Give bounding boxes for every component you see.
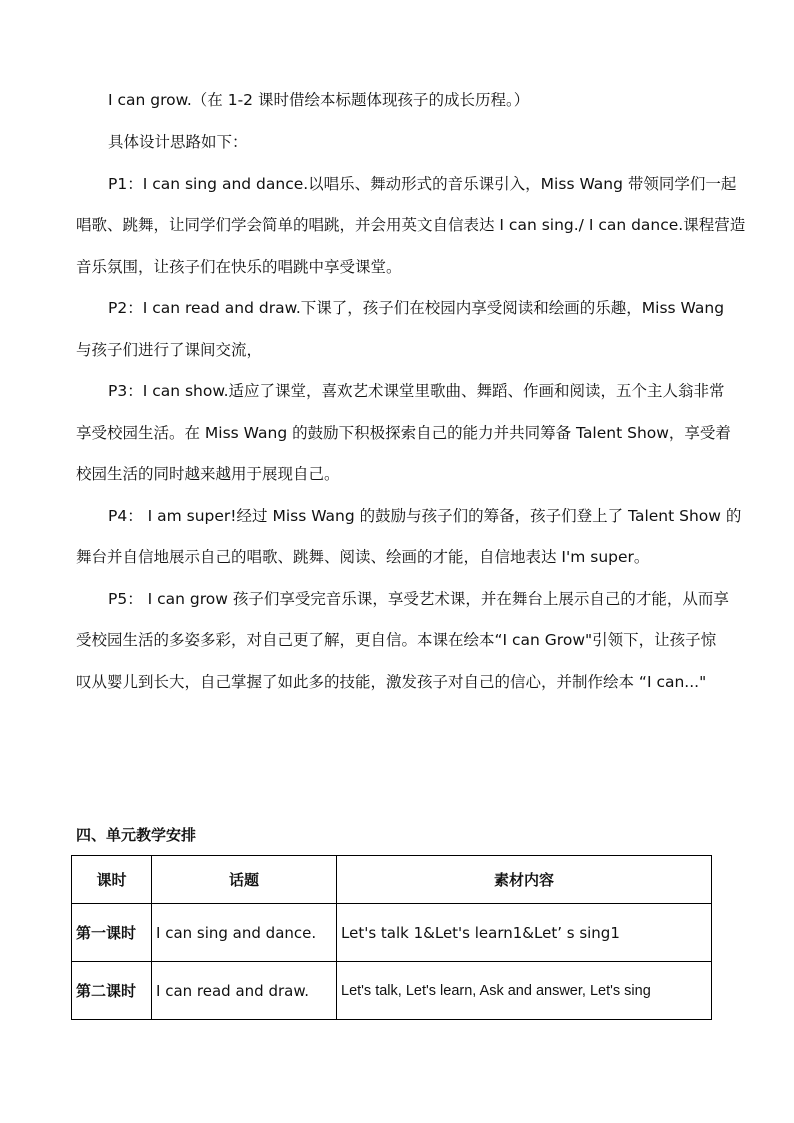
row-material: Let's talk, Let's learn, Ask and answer, Let's sing (337, 962, 712, 1020)
row-topic: I can read and draw. (152, 962, 337, 1020)
intro-title-line: I can grow.（在 1-2 课时借绘本标题体现孩子的成长历程。） (108, 91, 530, 109)
header-period: 课时 (72, 856, 152, 904)
row-period: 第一课时 (72, 904, 152, 962)
row-period: 第二课时 (72, 962, 152, 1020)
table-row (72, 904, 712, 962)
p2-line-2: 与孩子们进行了课间交流， (76, 341, 263, 359)
p3-line-1: P3：I can show.适应了课堂，喜欢艺术课堂里歌曲、舞蹈、作画和阅读，五个主人翁非常 (108, 382, 725, 400)
table-header-row (72, 856, 712, 904)
p2-line-1: P2：I can read and draw.下课了，孩子们在校园内享受阅读和绘画的乐趣，Miss Wang (108, 299, 725, 317)
p3-line-2: 享受校园生活。在 Miss Wang 的鼓励下积极探索自己的能力并共同筹备 Talent Show，享受着 (76, 424, 731, 442)
design-intro-line: 具体设计思路如下： (108, 133, 248, 151)
p4-line-2: 舞台并自信地展示自己的唱歌、跳舞、阅读、绘画的才能，自信地表达 I'm super。 (76, 548, 650, 566)
row-material: Let's talk 1&Let's learn1&Let’ s sing1 (337, 904, 712, 962)
p1-line-3: 音乐氛围，让孩子们在快乐的唱跳中享受课堂。 (76, 258, 402, 276)
p1-line-1: P1：I can sing and dance.以唱乐、舞动形式的音乐课引入，Miss Wang 带领同学们一起 (108, 175, 737, 193)
section-heading: 四、单元教学安排 (76, 826, 197, 844)
p5-line-1: P5： I can grow 孩子们享受完音乐课，享受艺术课，并在舞台上展示自己的才能，从而享 (108, 590, 729, 608)
table-row (72, 962, 712, 1020)
p3-line-3: 校园生活的同时越来越用于展现自己。 (76, 465, 340, 483)
p1-line-2: 唱歌、跳舞，让同学们学会简单的唱跳，并会用英文自信表达 I can sing./ I can dance.课程营造 (76, 216, 746, 234)
p5-line-3: 叹从婴儿到长大，自己掌握了如此多的技能，激发孩子对自己的信心，并制作绘本 “I can..." (76, 673, 707, 691)
header-topic: 话题 (152, 856, 337, 904)
p5-line-2: 受校园生活的多姿多彩，对自己更了解，更自信。本课在绘本“I can Grow"引领下，让孩子惊 (76, 631, 717, 649)
unit-schedule-table (71, 855, 712, 1020)
p4-line-1: P4： I am super!经过 Miss Wang 的鼓励与孩子们的筹备，孩子们登上了 Talent Show 的 (108, 507, 742, 525)
header-material: 素材内容 (337, 856, 712, 904)
row-topic: I can sing and dance. (152, 904, 337, 962)
